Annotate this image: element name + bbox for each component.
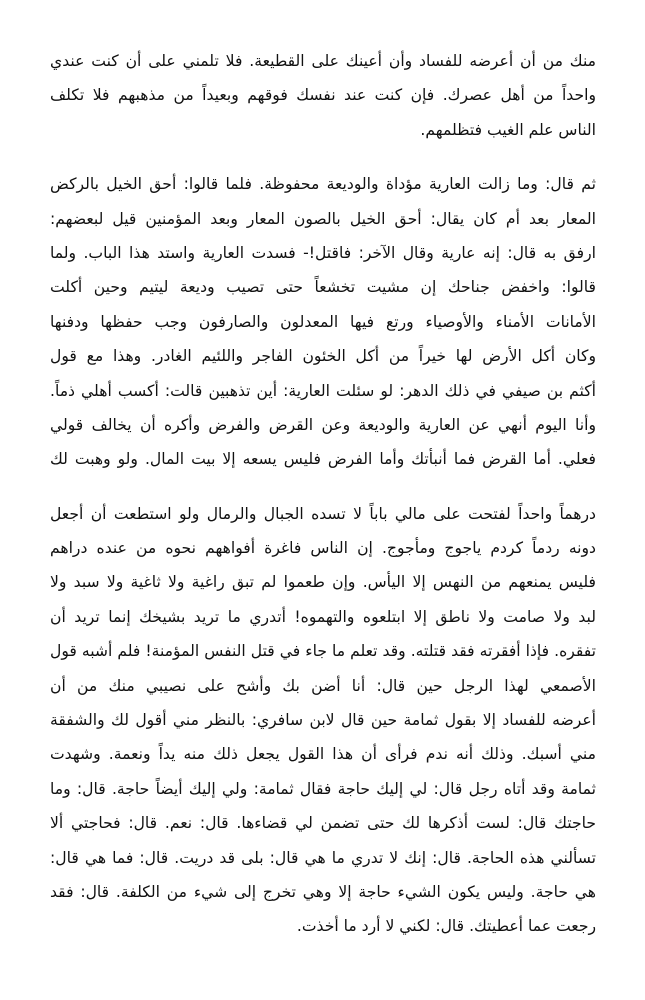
text-line: أكثم بن صيفي في ذلك الدهر: لو سئلت العارية: أين تذهبين قالت: أكسب أهلي ذماً. <box>50 381 596 400</box>
text-line: فليس يمنعهم من النهس إلا اليأس. وإن طعموا لم تبق راغية ولا ثاغية ولا سبد ولا <box>50 573 596 592</box>
text-line: الأمانات الأمناء والأوصياء ورتع فيها المعدلون والصارفون وجب حفظها ودفنها <box>50 312 596 331</box>
text-line: دونه ردماً كردم ياجوج ومأجوج. إن الناس فاغرة أفواههم نحوه من عنده دراهم <box>50 539 596 558</box>
paragraph <box>50 497 596 944</box>
text-line: درهماً واحداً لفتحت على مالي باباً لا تسده الجبال والرمال ولو استطعت أن أجعل <box>50 504 596 523</box>
text-line: هي حاجة. وليس يكون الشيء حاجة إلا وهي تخرج إلى شيء من الكلفة. قال: فقد <box>50 882 596 901</box>
text-line: أعرضه للفساد إلا بقول ثمامة حين قال لابن سافري: بالنظر مني أقول لك والشفقة <box>50 711 596 730</box>
text-line: لبد ولا صامت ولا ناطق إلا ابتلعوه والتهموه! أتدري ما تريد بشيخك إنما تريد أن <box>50 607 596 626</box>
text-line: المعار بعد أم كان يقال: أحق الخيل بالصون المعار وبعد المؤمنين قيل لبعضهم: <box>50 209 596 228</box>
text-line: فعلي. أما القرض فما أنبأتك وأما الفرض فليس يسعه إلا بيت المال. ولو وهبت لك <box>50 450 596 469</box>
paragraph <box>50 167 596 477</box>
text-line: ثم قال: وما زالت العارية مؤداة والوديعة محفوظة. فلما قالوا: أحق الخيل بالركض <box>50 175 596 194</box>
text-line: وأنا اليوم أنهي عن العارية والوديعة وعن القرض والفرض وأكره أن يخالف قولي <box>50 415 596 434</box>
text-line: وكان أكل الأرض لها خيراً من أكل الخئون الفاجر واللئيم الغادر. وهذا مع قول <box>50 347 596 366</box>
paragraph <box>50 44 596 147</box>
text-line: رجعت عما أعطيتك. قال: لكني لا أرد ما أخذت. <box>296 917 596 936</box>
text-line: الناس علم الغيب فتظلمهم. <box>420 120 596 139</box>
text-line: مني أسبك. وذلك أنه ندم فرأى أن هذا القول يجعل ذلك منه يداً ونعمة. وشهدت <box>50 745 596 764</box>
text-line: الأصمعي لهذا الرجل حين قال: أنا أضن بك وأشح على نصيبي منك من أن <box>50 676 596 695</box>
text-line: حاجتك قال: لست أذكرها لك حتى تضمن لي قضاءها. قال: نعم. قال: فحاجتي ألا <box>50 814 596 833</box>
text-line: ارفق به قال: إنه عارية وقال الآخر: فاقتل!- فسدت العارية واستد هذا الباب. ولما <box>50 243 596 262</box>
document-page <box>50 44 596 944</box>
text-line: قالوا: واخفض جناحك إن مشيت تخشعاً حتى تصيب وديعة ليتيم وحين أكلت <box>50 278 596 297</box>
text-line: منك من أن أعرضه للفساد وأن أعينك على القطيعة. فلا تلمني على أن كنت عندي <box>50 52 596 70</box>
text-line: تسألني هذه الحاجة. قال: إنك لا تدري ما هي قال: بلى قد دريت. قال: فما هي قال: <box>50 848 596 867</box>
text-line: ثمامة وقد أتاه رجل قال: لي إليك حاجة فقال ثمامة: ولي إليك أيضاً حاجة. قال: وما <box>50 779 596 798</box>
text-line: واحداً من أهل عصرك. فإن كنت عند نفسك فوقهم وبعيداً من مذهبهم فلا تكلف <box>50 86 596 105</box>
text-line: تفقره. فإذا أفقرته فقد قتلته. وقد تعلم ما جاء في قتل النفس المؤمنة! فلم أشبه قول <box>50 642 596 661</box>
